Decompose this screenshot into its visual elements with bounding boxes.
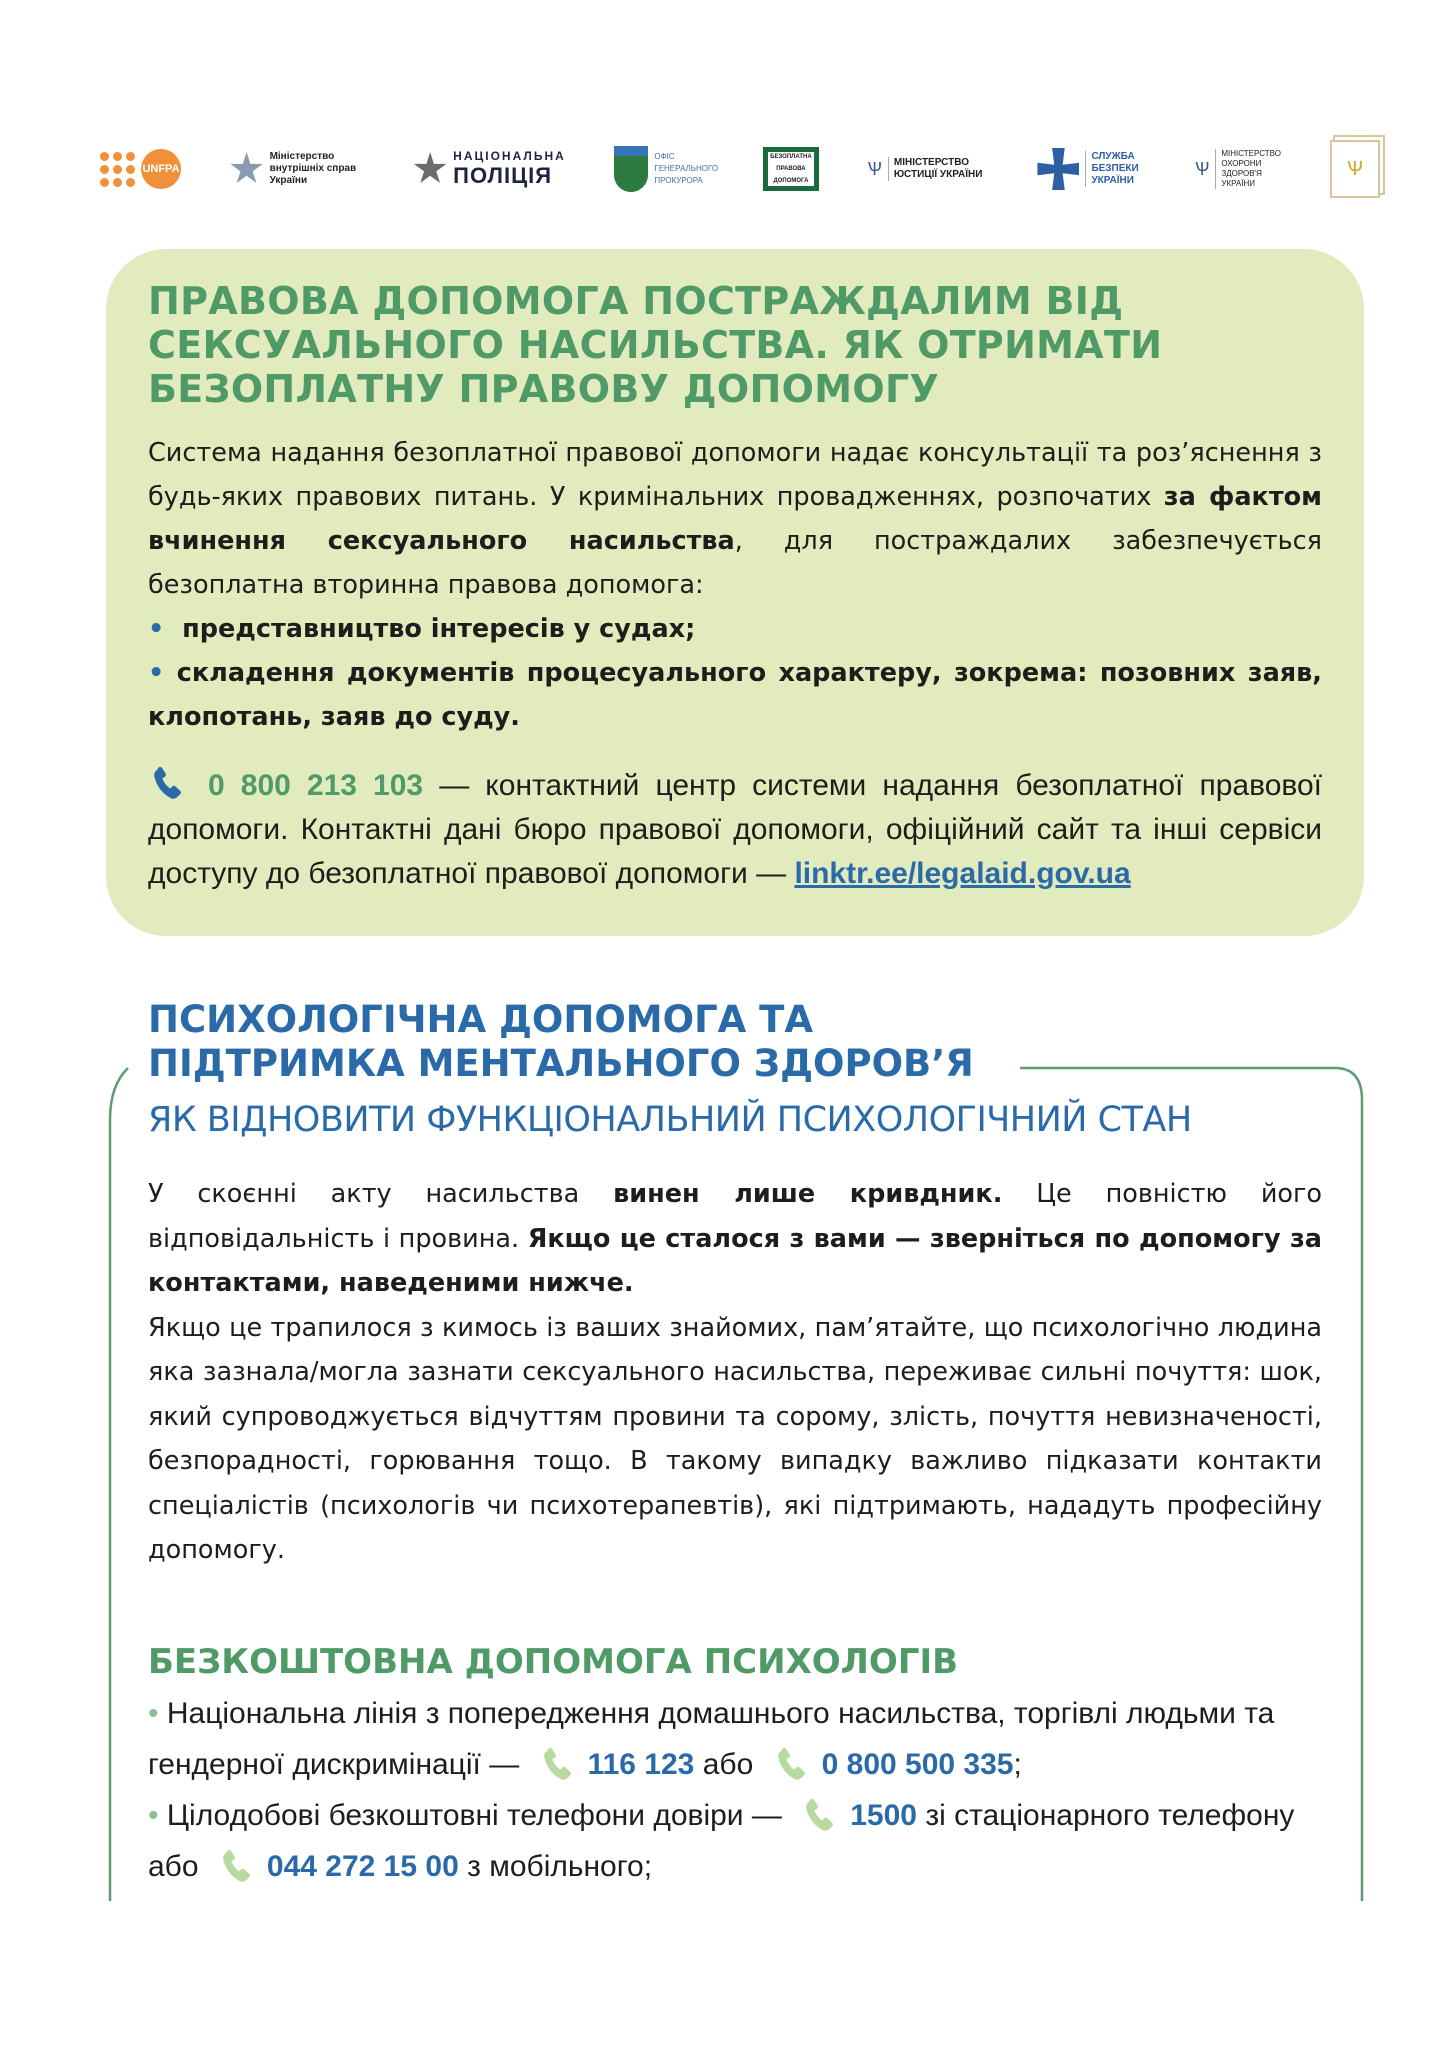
phone-icon [538, 1742, 578, 1786]
phone-number[interactable]: 116 123 [587, 1748, 695, 1781]
framed-trident-logo [1330, 140, 1380, 198]
unfpa-logo: UNFPA [100, 149, 181, 189]
moz-logo: Ѱ МІНІСТЕРСТВО ОХОРОНИ ЗДОРОВ'Я УКРАЇНИ [1195, 149, 1281, 188]
legal-aid-section [106, 249, 1364, 936]
phone-icon [800, 1793, 840, 1837]
free-help-list [148, 1688, 1322, 1892]
sbu-cross-icon [1037, 148, 1079, 190]
legal-aid-title: ПРАВОВА ДОПОМОГА ПОСТРАЖДАЛИМ ВІД СЕКСУАЛЬНОГО НАСИЛЬСТВА. ЯК ОТРИМАТИ БЕЗОПЛАТНУ ПРАВОВУ ДОПОМОГУ [148, 279, 1163, 411]
psych-subtitle: ЯК ВІДНОВИТИ ФУНКЦІОНАЛЬНИЙ ПСИХОЛОГІЧНИЙ СТАН [148, 1100, 1192, 1140]
legal-aid-link[interactable]: linktr.ee/legalaid.gov.ua [794, 857, 1131, 890]
psych-title: ПСИХОЛОГІЧНА ДОПОМОГА ТА ПІДТРИМКА МЕНТАЛЬНОГО ЗДОРОВ’Я [148, 998, 974, 1085]
list-item: • Цілодобові безкоштовні телефони довіри — 1500 зі стаціонарного телефону або 044 272 15 00 з мобільного; [148, 1790, 1322, 1892]
legal-aid-intro: Система надання безоплатної правової допомоги надає консультації та роз’яснення з будь-яких правових питань. У кримінальних провадженнях, розпочатих за фактом вчинення сексуального насильства, для постраждалих забезпечується безоплатна вторинна правова допомога: [148, 438, 1322, 600]
phone-icon [148, 761, 188, 805]
psych-body: У скоєнні акту насильства винен лише кривдник. Це повністю його відповідальність і провина. Якщо це сталося з вами — зверніться по допомогу за контактами, наведеними нижче. Якщо це трапилося з кимось із ваших знайомих, пам’ятайте, що психологічно людина яка зазнала/могла зазнати сексуального насильства, переживає сильні почуття: шок, який супроводжується відчуттям провини та сорому, злість, почуття невизначеності, безпорадності, горювання тощо. В такому випадку важливо підказати контакти спеціалістів (психологів чи психотерапевтів), які підтримають, нададуть професійну допомогу. [148, 1179, 1322, 1565]
trident-icon: Ѱ [867, 159, 882, 179]
minjust-logo: Ѱ МІНІСТЕРСТВО ЮСТИЦІЇ УКРАЇНИ [868, 157, 989, 181]
phone-icon [217, 1844, 257, 1888]
mvs-logo: Міністерство внутрішніх справ України [230, 151, 365, 187]
legal-aid-bullet: • представництво інтересів у судах; [148, 614, 696, 644]
phone-number[interactable]: 0 800 500 335 [821, 1748, 1014, 1781]
list-item: • Національна лінія з попередження домашнього насильства, торгівлі людьми та гендерної дискримінації — 116 123 або 0 800 500 335; [148, 1688, 1322, 1790]
free-help-title: БЕЗКОШТОВНА ДОПОМОГА ПСИХОЛОГІВ [148, 1642, 959, 1682]
phone-number[interactable]: 044 272 15 00 [266, 1850, 459, 1883]
ogp-logo: ОФІС ГЕНЕРАЛЬНОГО ПРОКУРОРА [614, 146, 714, 192]
star-emblem-icon [230, 152, 264, 186]
hotline-number[interactable]: 0 800 213 103 [208, 769, 424, 802]
sbu-logo: СЛУЖБА БЕЗПЕКИ УКРАЇНИ [1037, 148, 1146, 190]
legal-aid-logo: БЕЗОПЛАТНА ПРАВОВА ДОПОМОГА [763, 147, 819, 191]
police-logo: НАЦІОНАЛЬНА ПОЛІЦІЯ [413, 150, 566, 188]
legal-aid-contact: 0 800 213 103 — контактний центр системи надання безоплатної правової допомоги. Контактні дані бюро правової допомоги, офіційний сайт та інші сервіси доступу до безоплатної правової допомоги — linktr.ee/legalaid.gov.ua [148, 761, 1322, 896]
legal-aid-bullet: • складення документів процесуального характеру, зокрема: позовних заяв, клопотань, заяв до суду. [148, 658, 1322, 732]
phone-number[interactable]: 1500 [850, 1799, 917, 1832]
police-star-icon [413, 152, 447, 186]
phone-icon [772, 1742, 812, 1786]
trident-icon: Ѱ [1330, 140, 1380, 198]
trident-icon: Ѱ [1195, 159, 1210, 179]
partner-logos [100, 138, 1380, 200]
shield-emblem-icon [614, 146, 648, 192]
